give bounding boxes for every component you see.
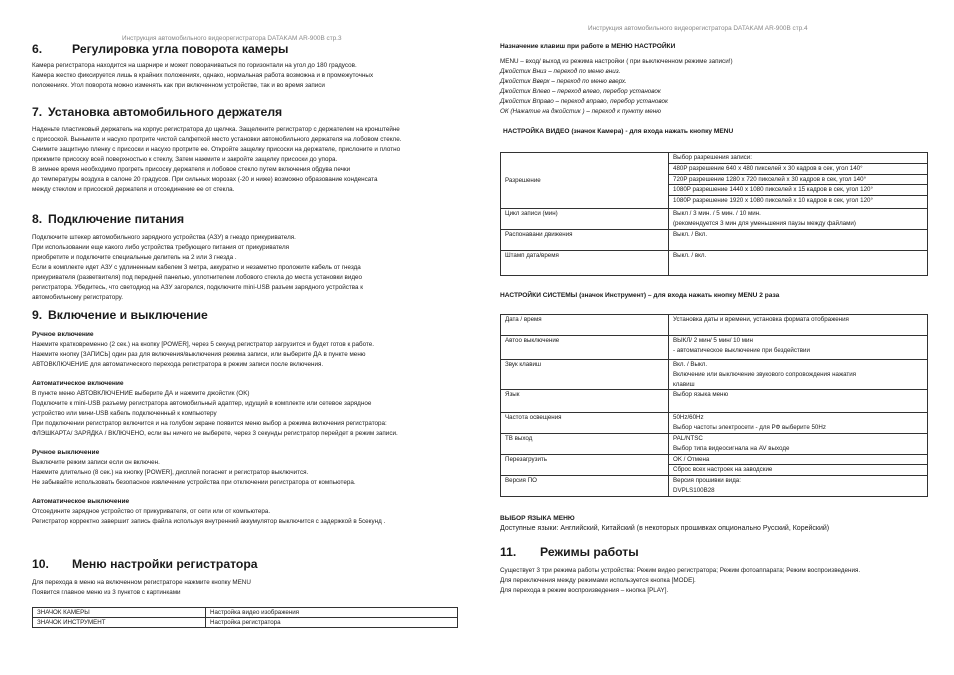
text-line: Для перехода в режим воспроизведения – кнопка [PLAY]. — [500, 587, 669, 594]
table-row — [501, 413, 928, 434]
text-line: ВЫКЛ/ 2 мин/ 5 мин/ 10 мин — [673, 337, 753, 344]
keys-body — [500, 57, 930, 117]
text-line: Сброс всех настроек на заводские — [673, 466, 773, 474]
text-line: Не забывайте использовать безопасное извлечение устройства при отключении регистратора от компьютера. — [32, 479, 356, 486]
text-line: Выключите режим записи если он включен. — [32, 459, 160, 466]
text-line: Подключите штекер автомобильного зарядного устройства (АЗУ) в гнездо прикуривателя. — [32, 234, 296, 241]
table-cell: Разрешение — [501, 153, 669, 209]
text-line: Камера регистратора находится на шарнире и может поворачиваться по горизонтали на угол до 180 градусов. — [32, 62, 357, 69]
keys-title: Назначение клавиш при работе в МЕНЮ НАСТРОЙКИ — [500, 43, 676, 50]
manual-off-title: Ручное выключение — [32, 449, 100, 456]
text-line: между стеклом и присоской держателя и отсоединение ее от стекла. — [32, 186, 235, 193]
text-line: В зимнее время необходимо прогреть присоску держателя и лобовое стекло путем включения обдува печки — [32, 166, 351, 173]
running-head-right: Инструкция автомобильного видеорегистратора DATAKAM AR-900B стр.4 — [588, 25, 808, 32]
table-cell: ЗНАЧОК КАМЕРЫ — [33, 608, 206, 618]
text-line: Нажмите длительно (8 сек.) на кнопку [POWER], дисплей погаснет и регистратор выключится. — [32, 469, 309, 476]
text-line: PAL/NTSC — [673, 434, 703, 442]
text-line: (рекомендуется 3 мин для уменьшения паузы между файлами) — [673, 219, 856, 227]
table-cell — [669, 153, 928, 209]
text-line: с присоской. Выньмите и насухо протрите чистой салфеткой место установки автомобильного держателя на лобовом стекле. — [32, 136, 402, 143]
table-row — [33, 608, 458, 618]
text-line: ОК (Нажатие на джойстик ) – переход к пункту меню — [500, 108, 661, 115]
text-line: Существует 3 три режима работы устройства: Режим видео регистратора; Режим фотоаппарата; Режим воспроизведения. — [500, 567, 861, 574]
table-row — [501, 454, 928, 476]
text-line: автомобильному регистратору. — [32, 294, 123, 301]
table-cell: Настройка регистратора — [206, 618, 458, 628]
text-line: MENU – вход/ выход из режима настройки ( при выключенном режиме записи!) — [500, 58, 733, 65]
table-row — [501, 476, 928, 497]
text-line: устройство или мини-USB кабель подключенный к компьютеру — [32, 410, 217, 417]
text-line: Нажмите кратковременно (2 сек.) на кнопку [POWER], через 5 секунд регистратор загрузится и будет готов к работе. — [32, 341, 375, 348]
section-11-title: Режимы работы — [540, 545, 639, 559]
text-line: ФЛЭШКАРТА/ ЗАРЯДКА / ВКЛЮЧЕНО, если вы ничего не выберете, через 3 секунды регистратор перейдет в режим записи. — [32, 430, 398, 437]
section-6-body — [32, 61, 462, 91]
section-8-heading — [32, 212, 184, 226]
table-row — [501, 336, 928, 360]
table-cell: ТВ выход — [501, 433, 669, 454]
text-line: Джойстик Вверх – переход по меню вверх. — [500, 78, 627, 85]
text-line: При подключении регистратор включится и на голубом экране появится меню выбор а режима включения регистратора: — [32, 420, 387, 427]
section-7-body — [32, 125, 462, 195]
page-left — [32, 0, 458, 675]
language-line: Доступные языки: Английский, Китайский (в некоторых прошивках опционально Русский, Корейский) — [500, 525, 830, 532]
table-cell: Автоо выключение — [501, 336, 669, 360]
text-line: Выбор частоты электросети - для РФ выберите 50Hz — [673, 424, 826, 432]
text-line: Джойстик Вниз – переход по меню вниз. — [500, 68, 621, 75]
text-line: OK / Отмена — [669, 455, 927, 466]
text-line: Нажмите кнопку [ЗАПИСЬ] один раз для включения/выключения режима записи, или выберите ДА в пункте меню — [32, 351, 366, 358]
text-line: Отсоедините зарядное устройство от прикуривателя, от сети или от компьютера. — [32, 508, 271, 515]
text-line: Для переключения между режимами используется кнопка [MODE]. — [500, 577, 696, 584]
text-line: Выбор разрешения записи: — [669, 153, 927, 164]
section-9-title: Включение и выключение — [48, 308, 208, 322]
table-cell — [669, 336, 928, 360]
text-line: Для перехода в меню на включенном регистраторе нажмите кнопку MENU — [32, 579, 251, 586]
text-line: Регистратор корректно завершит запись файла используя внутренний аккумулятор выключится с задержкой в 5секунд . — [32, 518, 386, 525]
auto-on-title: Автоматическое включение — [32, 380, 124, 387]
table-cell: Выбор языка меню — [669, 390, 928, 413]
text-line: Выбор типа видеосигнала на AV выходе — [673, 444, 790, 452]
table-cell: Звук клавиш — [501, 360, 669, 390]
auto-off-title: Автоматическое выключение — [32, 498, 130, 505]
section-9-body — [32, 330, 462, 527]
table-row — [501, 229, 928, 250]
table-cell — [669, 209, 928, 230]
section-11-body — [500, 566, 930, 596]
section-8-body — [32, 233, 462, 303]
text-line: Выкл / 3 мин. / 5 мин. / 10 мин. — [673, 210, 761, 217]
table-cell: Дата / время — [501, 315, 669, 336]
section-10-heading — [32, 557, 258, 571]
text-line: клавиш — [673, 380, 695, 388]
section-9-heading — [32, 308, 208, 322]
section-10-body — [32, 578, 462, 598]
text-line: Если в комплекте идет АЗУ с удлиненным кабелем 3 метра, аккуратно и незаметно проложите кабель от гнезда — [32, 264, 361, 271]
section-8-title: Подключение питания — [48, 212, 185, 226]
table-cell — [669, 413, 928, 434]
video-settings-title: НАСТРОЙКА ВИДЕО (значок Камера) - для входа нажать кнопку MENU — [503, 128, 734, 135]
text-line: Вкл. / Выкл. — [673, 361, 708, 368]
text-line: 50Hz/60Hz — [673, 414, 704, 422]
manual-on-title: Ручное включение — [32, 331, 94, 338]
main-menu-table — [32, 607, 458, 628]
table-cell: Цикл записи (мин) — [501, 209, 669, 230]
text-line: При использовании еще какого либо устройства требующего питания от прикуривателя — [32, 244, 290, 251]
text-line: Появится главное меню из 3 пунктов с картинками — [32, 589, 181, 596]
table-cell: Частота освещения — [501, 413, 669, 434]
section-11-number: 11. — [500, 545, 517, 559]
text-line: - автоматическое выключение при бездействии — [673, 346, 810, 354]
section-8-number: 8. — [32, 212, 43, 226]
text-line: Камера жестко фиксируется лишь в крайних положениях, однако, нормальная работа возможна и в промежуточных — [32, 72, 374, 79]
section-6-number: 6. — [32, 42, 43, 56]
table-row — [501, 153, 928, 209]
section-11-heading — [500, 545, 639, 559]
table-cell — [669, 360, 928, 390]
text-line: приобретите и подключите специальные делитель на 2 или 3 гнезда . — [32, 254, 237, 261]
language-title: ВЫБОР ЯЗЫКА МЕНЮ — [500, 515, 575, 522]
table-cell — [669, 433, 928, 454]
table-cell: Перезагрузить — [501, 454, 669, 476]
table-cell: Выкл. / Вкл. — [669, 229, 928, 250]
table-cell: Выкл. / вкл. — [669, 250, 928, 275]
table-row — [33, 618, 458, 628]
section-7-title: Установка автомобильного держателя — [48, 105, 283, 119]
section-6-heading — [32, 42, 288, 56]
section-6-title: Регулировка угла поворота камеры — [72, 42, 289, 56]
table-cell: Установка даты и времени, установка формата отображения — [669, 315, 928, 336]
text-line: регистратора. Убедитесь, что светодиод на АЗУ загорелся, подключите mini-USB разъем зарядного устройства к — [32, 284, 364, 291]
table-row — [501, 209, 928, 230]
text-line: до температуры воздуха в салоне 20 градусов. При сильных морозах (-20 и ниже) возможно образование конденсата — [32, 176, 378, 183]
section-10-number: 10. — [32, 557, 49, 571]
table-cell: Распонавани движения — [501, 229, 669, 250]
text-line: Джойстик Вправо – переход вправо, перебор установок — [500, 98, 668, 105]
text-line: прижмите присоску всей поверхностью к стеклу, Затем нажмите и закройте защелку присоски до упора. — [32, 156, 338, 163]
text-line: 1080P разрешение 1920 х 1080 пикселей х 10 кадров в сек, угол 120° — [673, 197, 873, 205]
page-right — [500, 0, 928, 675]
table-cell — [669, 476, 928, 497]
text-line: Включение или выключение звукового сопровождения нажатия — [673, 370, 857, 378]
section-10-title: Меню настройки регистратора — [72, 557, 258, 571]
text-line: Снимите защитную пленку с присоски и насухо протрите ее. Откройте защелку присоски на держателе, прислоните и плотно — [32, 146, 401, 153]
section-7-number: 7. — [32, 105, 43, 119]
running-head-left: Инструкция автомобильного видеорегистратора DATAKAM AR-900B стр.3 — [122, 35, 342, 42]
text-line: прикуривателя (разветвителя) под передней панелью, уплотнителем лобового стекла до места установки видео — [32, 274, 363, 281]
text-line: 480P разрешение 640 х 480 пикселей х 30 кадров в сек, угол 140° — [669, 164, 927, 175]
section-7-heading — [32, 105, 282, 119]
table-cell — [669, 454, 928, 476]
text-line: Подключите к mini-USB разъему регистратора автомобильный адаптер, идущий в комплекте или сетевое зарядное — [32, 400, 372, 407]
table-row — [501, 360, 928, 390]
text-line: Джойстик Влево – переход влево, перебор установок — [500, 88, 661, 95]
text-line: АВТОВКЛЮЧЕНИЕ для автоматического перехода регистратора в режим записи после включения. — [32, 361, 324, 368]
table-cell: Штамп дата/время — [501, 250, 669, 275]
text-line: Версия прошивки вида: — [673, 477, 741, 485]
system-settings-table — [500, 314, 928, 497]
system-settings-title: НАСТРОЙКИ СИСТЕМЫ (значок Инструмент) – для входа нажать кнопку MENU 2 раза — [500, 292, 780, 299]
table-row — [501, 390, 928, 413]
table-cell: Версия ПО — [501, 476, 669, 497]
table-row — [501, 250, 928, 275]
text-line: 1080P разрешение 1440 х 1080 пикселей х 15 кадров в сек, угол 120° — [669, 185, 927, 196]
table-row — [501, 433, 928, 454]
video-settings-table — [500, 152, 928, 276]
table-cell: ЗНАЧОК ИНСТРУМЕНТ — [33, 618, 206, 628]
text-line: DVPLS100B28 — [673, 486, 715, 494]
text-line: В пункте меню АВТОВКЛЮЧЕНИЕ выберите ДА и нажмите джойстик (OK) — [32, 390, 250, 397]
table-cell: Язык — [501, 390, 669, 413]
text-line: 720P разрешение 1280 х 720 пикселей х 30 кадров в сек, угол 140° — [669, 175, 927, 186]
text-line: положениях. Угол поворота можно изменять как при включенном устройстве, так и во время записи — [32, 82, 325, 89]
section-9-number: 9. — [32, 308, 43, 322]
table-row — [501, 315, 928, 336]
text-line: Наденьте пластиковый держатель на корпус регистратора до щелчка. Защелкните регистратор с держателем на кронштейне — [32, 126, 400, 133]
table-cell: Настройка видео изображения — [206, 608, 458, 618]
